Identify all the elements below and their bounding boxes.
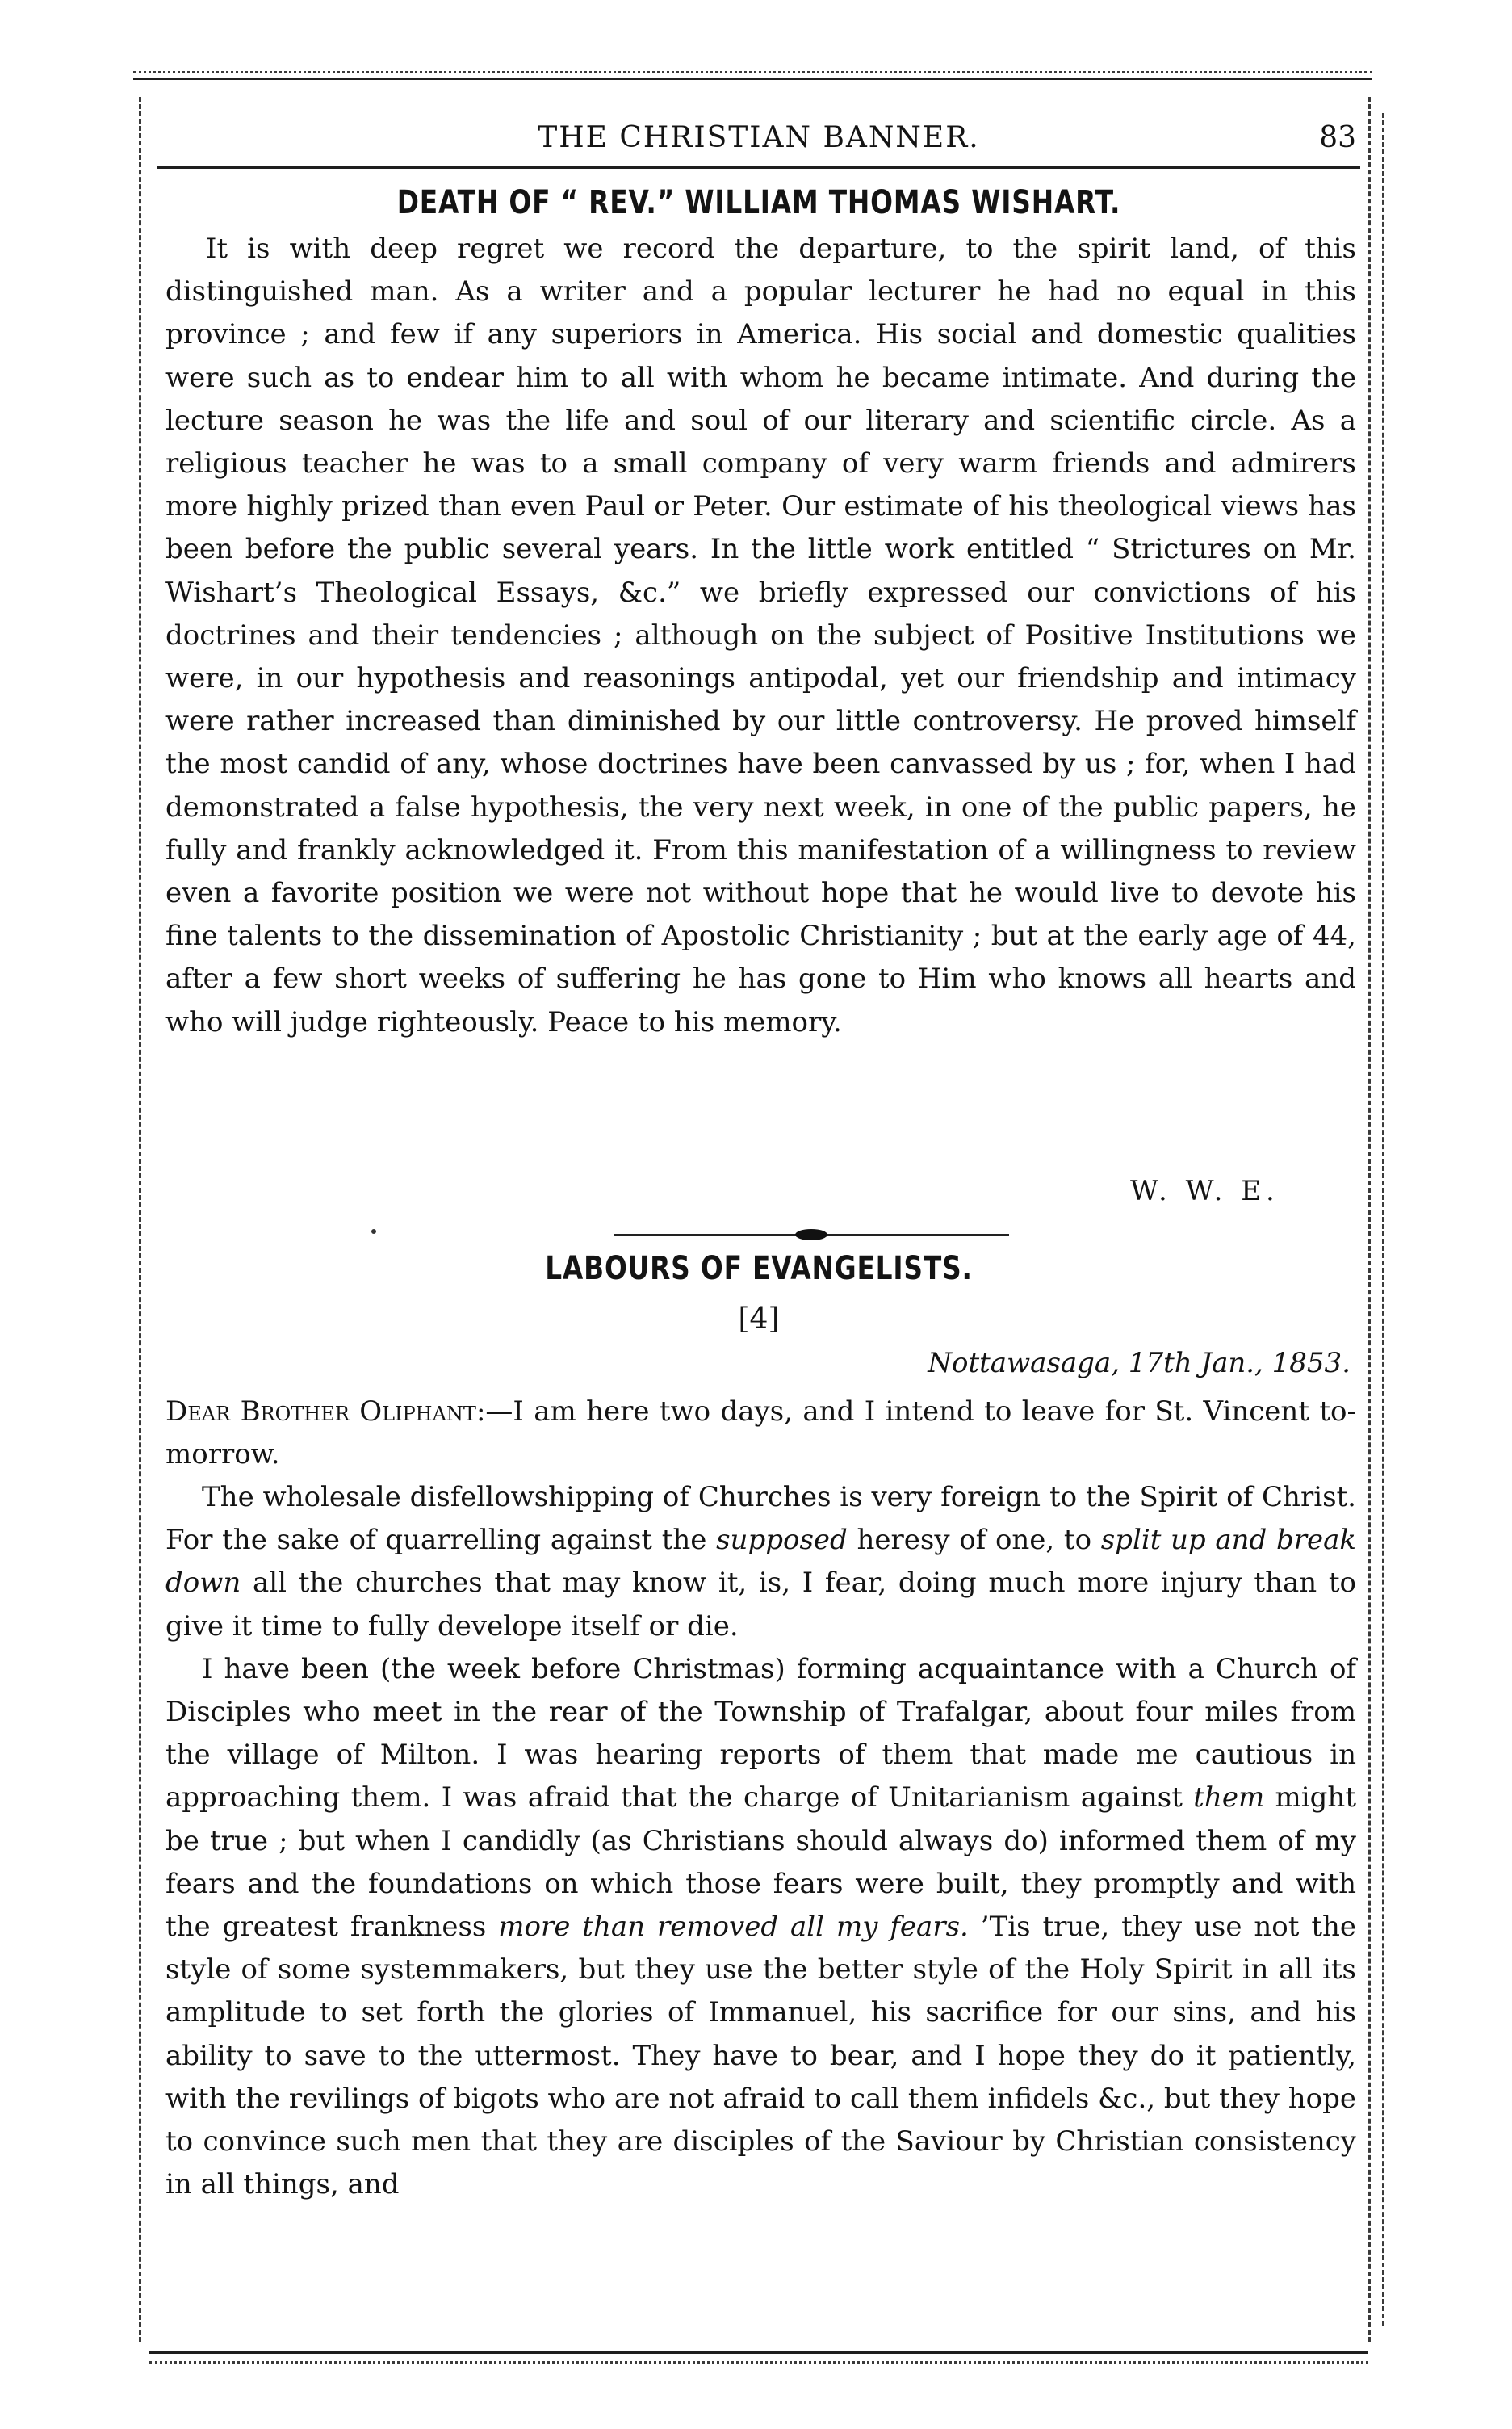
salutation: Dear Brother Oliphant	[165, 1395, 476, 1428]
article-heading-labours: LABOURS OF EVANGELISTS.	[545, 1250, 973, 1287]
text-run: I have been (the week before Christmas) forming acquaintance with a Church of Disciples who meet in the rear of the Township of Trafalgar, about four miles from the village of Milton. I was hearing reports of them that made me cautious in approaching them. I was afraid that the charge of Unitarianism against	[165, 1652, 1356, 1814]
emphasis-supposed: supposed	[716, 1524, 848, 1557]
top-dotted-rule	[133, 71, 1372, 73]
paragraph-death: It is with deep regret we record the departure, to the spirit land, of this distinguished man. As a writer and a popular lecturer he had no equal in this province ; and few if any superiors in America. His social and domestic qualities were such as to endear him to all with whom he became intimate. And during the lecture season he was the life and soul of our literary and scientific circle. As a religious teacher he was to a small company of very warm friends and admirers more highly prized than even Paul or Peter. Our estimate of his theological views has been before the public several years. In the little work entitled “ Strictures on Mr. Wishart’s Theological Essays, &c.” we briefly expressed our convictions of his doctrines and their tendencies ; although on the subject of Positive Institutions we were, in our hypothesis and reasonings antipodal, yet our friendship and intimacy were rather increased than diminished by our little controversy. He proved himself the most candid of any, whose doctrines have been canvassed by us ; for, when I had demonstrated a false hypothesis, the very next week, in one of the public papers, he fully and frankly acknowledged it. From this manifestation of a willingness to review even a favorite position we were not without hope that he would live to devote his fine talents to the dissemination of Apostolic Christianity ; but at the early age of 44, after a few short weeks of suffering he has gone to Him who knows all hearts and who will judge righteously. Peace to his memory.	[165, 233, 1356, 1038]
left-border-rule	[139, 97, 141, 2342]
page-number: 83	[1319, 121, 1356, 154]
text-run: might be true ; but when I candidly (as Christians should always do) informed them of my fears and the foundations on which those fears were built, they promptly and with the greatest frankness	[165, 1781, 1356, 1944]
right-outer-border-rule	[1382, 113, 1384, 2326]
running-title: THE CHRISTIAN BANNER.	[538, 121, 980, 154]
bottom-rule	[149, 2351, 1368, 2354]
letter-opening	[165, 1391, 1356, 1476]
article-heading-death: DEATH OF “ REV.” WILLIAM THOMAS WISHART.	[396, 184, 1121, 221]
emphasis-them: them	[1193, 1781, 1265, 1814]
stray-dot	[371, 1229, 376, 1234]
bottom-dotted-rule	[149, 2361, 1368, 2364]
top-double-rule	[133, 78, 1372, 80]
emphasis-removed-fears: more than removed all my fears.	[498, 1911, 969, 1944]
text-run: heresy of one, to	[847, 1524, 1101, 1557]
divider-ornament	[795, 1229, 827, 1240]
opening-text: :—I am here two days, and I intend to leave for St. Vincent to-morrow.	[165, 1395, 1356, 1471]
signature: W. W. E.	[1130, 1175, 1280, 1207]
article-body-death	[165, 228, 1356, 1044]
paragraph-acquaintance	[165, 1648, 1356, 2207]
page-header	[161, 121, 1356, 178]
dateline: Nottawasaga, 17th Jan., 1853.	[928, 1347, 1351, 1379]
text-run: The wholesale disfellowshipping of Churches is very foreign to the Spirit of Christ. For the sake of quarrelling against the	[165, 1481, 1356, 1557]
paragraph-disfellowship	[165, 1476, 1356, 1648]
letter-body	[165, 1476, 1356, 2206]
letter-number: [4]	[738, 1303, 780, 1336]
text-run: ’Tis true, they use not the style of some systemmakers, but they use the better style of the Holy Spirit in all its amplitude to set forth the glories of Immanuel, his sacrifice for our sins, and his ability to save to the uttermost. They have to bear, and I hope they do it patiently, with the revilings of bigots who are not afraid to call them infidels &c., but they hope to convince such men that they are disciples of the Saviour by Christian consistency in all things, and	[165, 1911, 1356, 2201]
emphasis-split-up: split up and break down	[165, 1524, 1357, 1600]
opening-paragraph	[165, 1391, 1356, 1476]
text-run: all the churches that may know it, is, I fear, doing much more injury than to give it time to fully develope itself or die.	[165, 1567, 1356, 1642]
right-border-rule	[1368, 97, 1371, 2342]
